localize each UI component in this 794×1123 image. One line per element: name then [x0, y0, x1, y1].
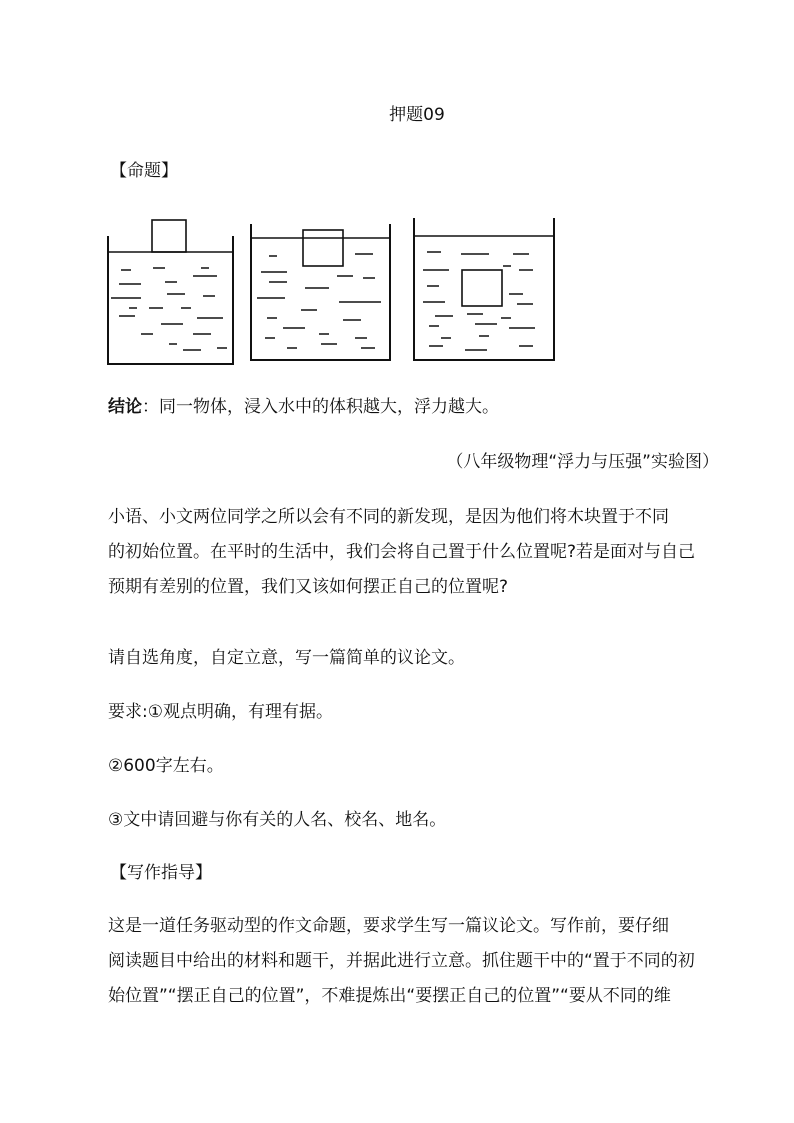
paragraph-2-line: 始位置”“摆正自己的位置”，不难提炼出“要摆正自己的位置”“要从不同的维 — [108, 986, 671, 1006]
beaker-2 — [251, 224, 390, 360]
paragraph-1-line: 的初始位置。在平时的生活中，我们会将自己置于什么位置呢?若是面对与自己 — [108, 542, 696, 562]
section-heading-mingti: 【命题】 — [110, 161, 178, 181]
paragraph-1 — [108, 506, 728, 611]
buoyancy-experiment-figure — [105, 210, 555, 372]
wood-block-1 — [152, 220, 186, 252]
requirement-3: ③文中请回避与你有关的人名、校名、地名。 — [108, 810, 447, 830]
conclusion-label: 结论 — [108, 397, 142, 417]
instruction: 请自选角度，自定立意，写一篇简单的议论文。 — [108, 648, 465, 668]
section-heading-guide: 【写作指导】 — [110, 863, 212, 883]
requirement-1: 要求:①观点明确，有理有据。 — [108, 702, 333, 722]
figure-caption: （八年级物理“浮力与压强”实验图） — [446, 452, 719, 472]
requirement-2: ②600字左右。 — [108, 756, 224, 776]
paragraph-1-line: 小语、小文两位同学之所以会有不同的新发现，是因为他们将木块置于不同 — [108, 507, 669, 527]
conclusion-text: ：同一物体，浸入水中的体积越大，浮力越大。 — [142, 397, 499, 417]
paragraph-1-line: 预期有差别的位置，我们又该如何摆正自己的位置呢? — [108, 577, 509, 597]
wood-block-2 — [303, 230, 343, 266]
paragraph-2 — [108, 915, 728, 1020]
paragraph-2-line: 这是一道任务驱动型的作文命题，要求学生写一篇议论文。写作前，要仔细 — [108, 916, 669, 936]
beaker-1 — [108, 220, 233, 364]
paragraph-2-line: 阅读题目中给出的材料和题干，并据此进行立意。抓住题干中的“置于不同的初 — [108, 951, 695, 971]
wood-block-3 — [462, 270, 502, 306]
conclusion — [108, 396, 499, 418]
beaker-3 — [414, 218, 554, 360]
page-title: 押题09 — [389, 105, 445, 125]
